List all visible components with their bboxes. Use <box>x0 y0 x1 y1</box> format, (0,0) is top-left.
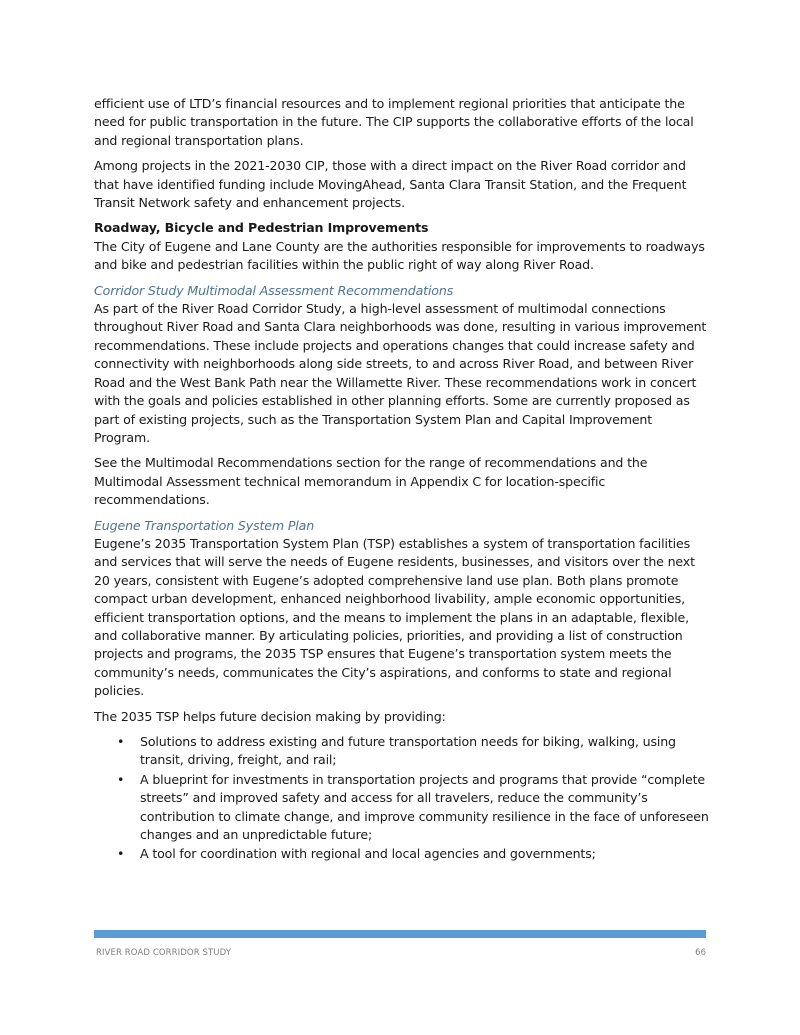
list-item <box>117 845 710 863</box>
paragraph-cip-continued: efficient use of LTD’s financial resources and to implement regional priorities that anticipate the need for public transportation in the future. The CIP supports the collaborative efforts of the local and regional transportation plans. <box>94 96 694 148</box>
roadway-body: The City of Eugene and Lane County are the authorities responsible for improvements to roadways and bike and pedestrian facilities within the public right of way along River Road. <box>94 238 705 273</box>
list-item-text: A blueprint for investments in transportation projects and programs that provide “complete streets” and improved safety and access for all travelers, reduce the community’s contribution to climate change, and improve community resilience in the face of unforeseen changes and an unpredictable future; <box>140 771 709 843</box>
multimodal-heading: Corridor Study Multimodal Assessment Recommendations <box>94 282 454 298</box>
bullet-icon: • <box>117 846 125 862</box>
footer-document-title: RIVER ROAD CORRIDOR STUDY <box>96 948 232 958</box>
tsp-heading: Eugene Transportation System Plan <box>94 517 315 533</box>
page-body <box>94 95 710 865</box>
list-item <box>117 733 710 770</box>
multimodal-body: As part of the River Road Corridor Study, a high-level assessment of multimodal connections throughout River Road and Santa Clara neighborhoods was done, resulting in various improvement recommendations. These include projects and operations changes that could increase safety and connectivity with neighborhoods along side streets, to and across River Road, and between River Road and the West Bank Path near the Willamette River. These recommendations work in concert with the goals and policies established in other planning efforts. Some are currently proposed as part of existing projects, such as the Transportation System Plan and Capital Improvement Program. <box>94 301 707 445</box>
list-item <box>117 771 710 845</box>
multimodal-followup: See the Multimodal Recommendations section for the range of recommendations and the Multimodal Assessment technical memorandum in Appendix C for location-specific recommendations. <box>94 455 648 508</box>
list-item-text: A tool for coordination with regional and local agencies and governments; <box>140 846 596 862</box>
tsp-intro: The 2035 TSP helps future decision making by providing: <box>94 708 446 724</box>
footer-divider-bar <box>94 930 706 938</box>
bullet-icon: • <box>117 734 125 749</box>
tsp-bullet-list <box>94 733 710 864</box>
paragraph-cip-projects: Among projects in the 2021-2030 CIP, those with a direct impact on the River Road corridor and that have identified funding include MovingAhead, Santa Clara Transit Station, and the Frequent Transit Network safety and enhancement projects. <box>94 158 687 211</box>
footer-page-number: 66 <box>695 948 706 958</box>
roadway-section <box>94 219 710 274</box>
multimodal-section <box>94 282 710 448</box>
bullet-icon: • <box>117 771 125 787</box>
list-item-text: Solutions to address existing and future transportation needs for biking, walking, using transit, driving, freight, and rail; <box>140 734 676 768</box>
tsp-section <box>94 517 710 701</box>
tsp-body: Eugene’s 2035 Transportation System Plan (TSP) establishes a system of transportation facilities and services that will serve the needs of Eugene residents, businesses, and visitors over the next 20 years, consistent with Eugene’s adopted comprehensive land use plan. Both plans promote compact urban development, enhanced neighborhood livability, ample economic opportunities, efficient transportation options, and the means to implement the plans in an adaptable, flexible, and collaborative manner. By articulating policies, priorities, and providing a list of construction projects and programs, the 2035 TSP ensures that Eugene’s transportation system meets the community’s needs, communicates the City’s aspirations, and conforms to state and regional policies. <box>94 535 695 699</box>
roadway-heading: Roadway, Bicycle and Pedestrian Improvements <box>94 220 429 236</box>
